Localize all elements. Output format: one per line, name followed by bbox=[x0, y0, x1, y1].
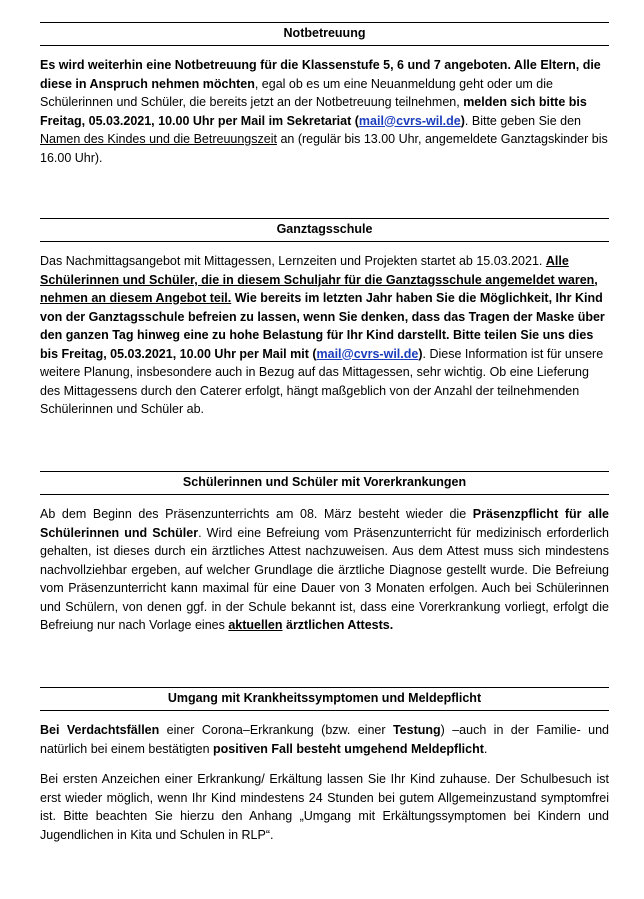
bold-text: melden sich bitte bis Freitag, 05.03.2021, 10.00 Uhr per Mail im Sekretariat ( bbox=[40, 95, 587, 128]
section-krankheitssymptome bbox=[40, 687, 609, 844]
section-paragraph: Bei ersten Anzeichen einer Erkrankung/ Erkältung lassen Sie Ihr Kind zuhause. Der Schulbesuch ist erst wieder möglich, wenn Ihr Kind mindestens 24 Stunden bei gutem Allgemeinzustand symptomfrei ist. Bitte beachten Sie hierzu den Anhang „Umgang mit Erkältungssymptomen bei Kindern und Jugendlichen in Kita und Schulen in RLP“. bbox=[40, 772, 609, 842]
section-ganztagsschule bbox=[40, 218, 609, 419]
section-heading: Ganztagsschule bbox=[40, 218, 609, 242]
section-notbetreuung bbox=[40, 22, 609, 167]
underlined-text: Namen des Kindes und die Betreuungszeit bbox=[40, 132, 277, 146]
text: Ab dem Beginn des Präsenzunterrichts am 08. März besteht wieder die bbox=[40, 507, 473, 521]
section-paragraph bbox=[40, 56, 609, 167]
bold-text: Präsenzpflicht für alle Schülerinnen und Schüler bbox=[40, 507, 609, 540]
bold-text: ) bbox=[460, 113, 465, 128]
text: einer Corona–Erkrankung (bzw. einer bbox=[159, 723, 393, 737]
bold-text: Testung bbox=[392, 723, 441, 737]
email-link[interactable]: mail@cvrs-wil.de bbox=[316, 346, 419, 361]
section-vorerkrankungen bbox=[40, 471, 609, 635]
section-paragraph bbox=[40, 721, 609, 758]
text: . Wird eine Befreiung vom Präsenzunterricht für medizinisch erforderlich gehalten, ist dieses durch ein ärztliches Attest nachzuweisen. Aus dem Attest muss sich mindestens nachvollziehbar ergeben, auf welcher Grundlage die ärztliche Diagnose gestellt wurde. Die Befreiung vom Präsenzunterricht kann maximal für eine Dauer von 3 Monaten erfolgen. Auch bei Schülerinnen und Schülern, von denen ggf. in der Schule bekannt ist, dass eine Vorerkrankung vorliegt, erfolgt die Befreiung nur nach Vorlage eines bbox=[40, 525, 609, 632]
section-heading: Notbetreuung bbox=[40, 22, 609, 46]
bold-text: Wie bereits im letzten Jahr haben Sie die Möglichkeit, Ihr Kind von der Ganztagsschule befreien zu lassen, wenn Sie denken, dass das Tragen der Maske über den ganzen Tag hinweg eine zu hohe Belastung für Ihr Kind darstellt. Bitte teilen Sie uns dies bis Freitag, 05.03.2021, 10.00 Uhr per Mail mit ( bbox=[40, 291, 605, 361]
text: . Bitte geben Sie den bbox=[464, 113, 581, 128]
bold-underlined-text: Alle Schülerinnen und Schüler, die in diesem Schuljahr für die Ganztagsschule angemeldet waren, nehmen an diesem Angebot teil. bbox=[40, 254, 598, 305]
bold-underlined-text: aktuellen bbox=[228, 618, 283, 632]
text: . bbox=[483, 741, 488, 756]
bold-text: Bei Verdachtsfällen bbox=[40, 723, 160, 737]
text: an (regulär bis 13.00 Uhr, angemeldete Ganztagskinder bis 16.00 Uhr). bbox=[40, 132, 608, 165]
text: . Diese Information ist für unsere weitere Planung, insbesondere auch in Bezug auf das Mittagessen, sehr wichtig. Ob eine Lieferung des Mittagessens durch den Caterer erfolgt, hängt maßgeblich von der Anzahl der teilnehmenden Schülerinnen und Schüler ab. bbox=[40, 346, 604, 416]
section-paragraph bbox=[40, 252, 609, 419]
bold-text: ärztlichen Attests. bbox=[282, 618, 394, 632]
text: Das Nachmittagsangebot mit Mittagessen, Lernzeiten und Projekten startet ab 15.03.2021. bbox=[40, 254, 546, 268]
bold-text: Es wird weiterhin eine Notbetreuung für die Klassenstufe 5, 6 und 7 angeboten. Alle Eltern, die diese in Anspruch nehmen möchten bbox=[40, 58, 601, 91]
section-paragraph bbox=[40, 505, 609, 635]
text: , egal ob es um eine Neuanmeldung geht oder um die Schülerinnen und Schüler, die bereits jetzt an der Notbetreuung teilnehmen, bbox=[40, 76, 553, 109]
section-heading: Umgang mit Krankheitssymptomen und Meldepflicht bbox=[40, 687, 609, 711]
text: ) –auch in der Familie- und natürlich bei einem bestätigten bbox=[40, 723, 609, 756]
bold-text: positiven Fall besteht umgehend Meldepflicht bbox=[213, 741, 484, 756]
section-heading: Schülerinnen und Schüler mit Vorerkrankungen bbox=[40, 471, 609, 495]
email-link[interactable]: mail@cvrs-wil.de bbox=[358, 113, 461, 128]
bold-text: ) bbox=[418, 346, 423, 361]
